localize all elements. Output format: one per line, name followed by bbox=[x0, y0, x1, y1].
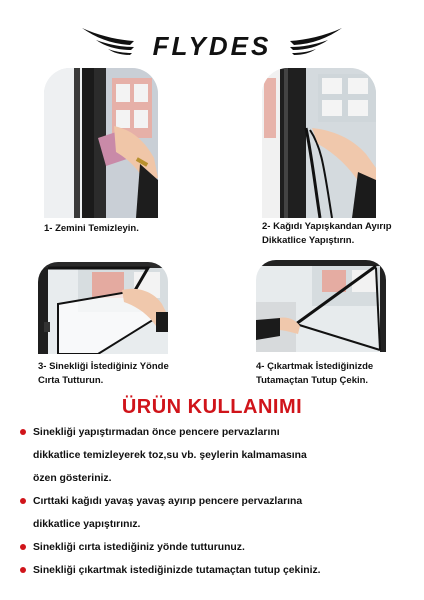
bullet-icon bbox=[20, 567, 26, 573]
list-item bbox=[20, 559, 416, 582]
step-2-caption bbox=[262, 220, 392, 248]
bullet-icon bbox=[20, 429, 26, 435]
step-2-photo bbox=[262, 68, 376, 218]
step-4-line-1: 4- Çıkartmak İstediğinizde bbox=[256, 361, 374, 372]
list-item bbox=[20, 490, 416, 536]
list-item-line: dikkatlice temizleyerek toz,su vb. şeylerin kalmamasına bbox=[33, 450, 307, 461]
list-item bbox=[20, 421, 416, 490]
step-3-photo bbox=[38, 262, 168, 354]
list-item-line: Sinekliği çıkartmak istediğinizde tutamaçtan tutup çekiniz. bbox=[33, 565, 321, 576]
step-3-line-1: 3- Sinekliği İstediğiniz Yönde bbox=[38, 361, 169, 372]
step-4-line-2: Tutamaçtan Tutup Çekin. bbox=[256, 375, 369, 386]
step-4-caption bbox=[256, 360, 373, 388]
list-item bbox=[20, 536, 416, 559]
list-item-line: Cırttaki kağıdı yavaş yavaş ayırıp pencere pervazlarına bbox=[33, 496, 303, 507]
bullet-icon bbox=[20, 498, 26, 504]
left-wing-icon bbox=[82, 28, 134, 55]
list-item-line: Sinekliği yapıştırmadan önce pencere pervazlarını bbox=[33, 427, 280, 438]
usage-list bbox=[20, 421, 416, 582]
step-1-caption bbox=[44, 222, 139, 236]
brand-logo bbox=[0, 14, 424, 64]
step-3-line-2: Cırta Tutturun. bbox=[38, 375, 104, 386]
step-4-photo bbox=[256, 260, 386, 352]
right-wing-icon bbox=[290, 28, 342, 55]
step-3-caption bbox=[38, 360, 169, 388]
usage-heading: ÜRÜN KULLANIMI bbox=[121, 396, 303, 418]
brand-name: FLYDES bbox=[152, 31, 272, 61]
step-1-photo bbox=[44, 68, 158, 218]
step-2-line-1: 2- Kağıdı Yapışkandan Ayırıp bbox=[262, 221, 392, 232]
list-item-line: Sinekliği cırta istediğiniz yönde tutturunuz. bbox=[33, 542, 245, 553]
bullet-icon bbox=[20, 544, 26, 550]
list-item-line: dikkatlice yapıştırınız. bbox=[33, 519, 141, 530]
step-1-line: 1- Zemini Temizleyin. bbox=[44, 223, 139, 234]
list-item-line: özen gösteriniz. bbox=[33, 473, 112, 484]
step-2-line-2: Dikkatlice Yapıştırın. bbox=[262, 235, 355, 246]
